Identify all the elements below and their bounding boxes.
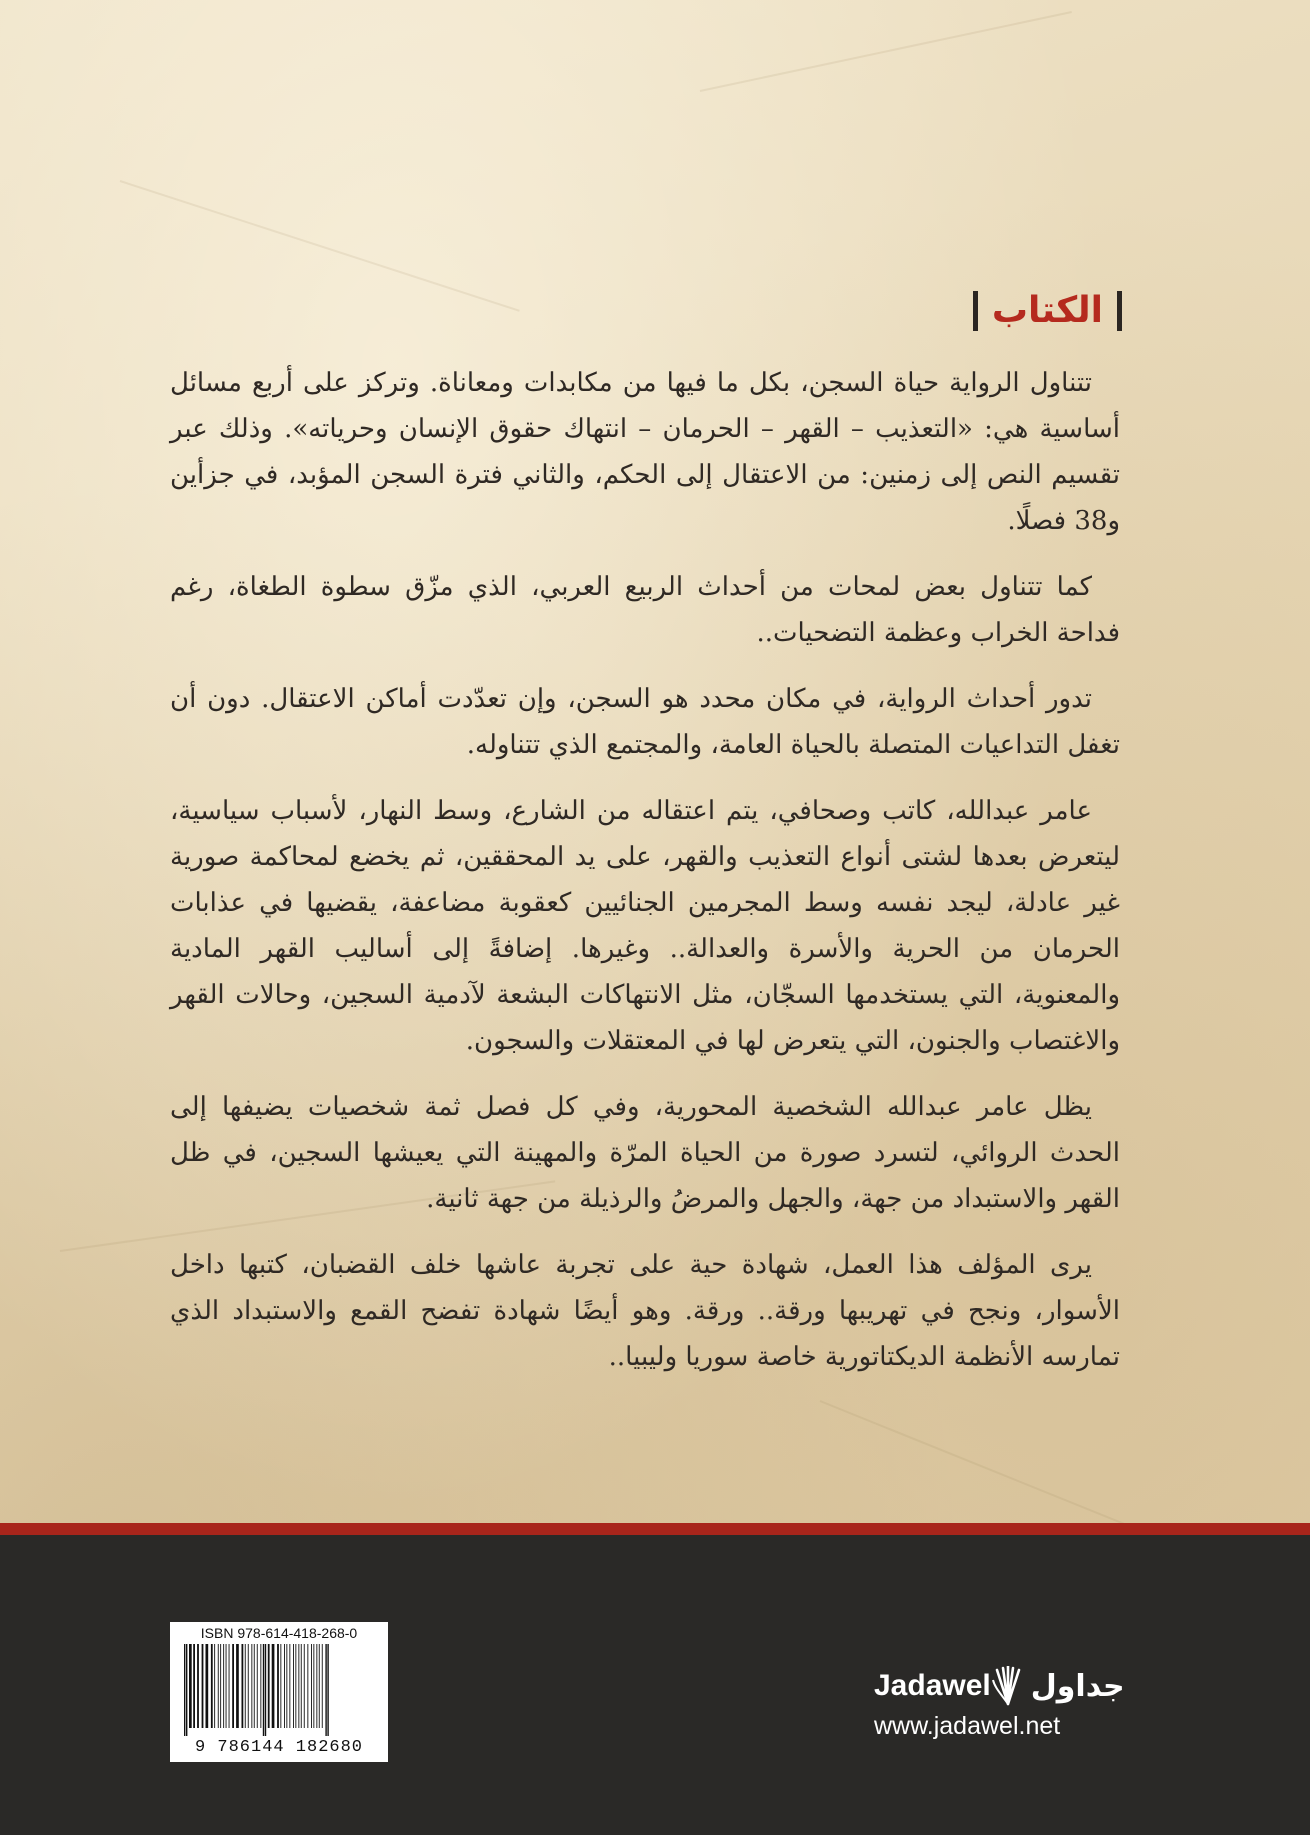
barcode-guard-bar <box>184 1644 185 1736</box>
isbn-barcode <box>170 1622 388 1762</box>
barcode-bar <box>197 1644 199 1728</box>
section-heading <box>973 290 1122 331</box>
barcode-bar <box>311 1644 312 1728</box>
barcode-bar <box>304 1644 305 1728</box>
barcode-bar <box>214 1644 215 1728</box>
heading-title: الكتاب <box>991 290 1103 331</box>
publisher-emblem-icon <box>991 1666 1025 1706</box>
barcode-bar <box>307 1644 308 1728</box>
barcode-bar <box>313 1644 314 1728</box>
barcode-guard-bar <box>325 1644 326 1736</box>
barcode-bar <box>319 1644 320 1728</box>
barcode-bar <box>322 1644 323 1728</box>
barcode-guard-bar <box>265 1644 266 1736</box>
paragraph-2: كما تتناول بعض لمحات من أحداث الربيع العربي، الذي مزّق سطوة الطغاة، رغم فداحة الخراب وعظمة التضحيات.. <box>170 572 1120 648</box>
paragraph-3: تدور أحداث الرواية، في مكان محدد هو السجن، وإن تعدّدت أماكن الاعتقال. دون أن تغفل التداعيات المتصلة بالحياة العامة، والمجتمع الذي تتناوله. <box>170 684 1120 760</box>
barcode-guard-bar <box>186 1644 187 1736</box>
barcode-bar <box>295 1644 296 1728</box>
heading-bar-right <box>1117 291 1122 331</box>
barcode-bar <box>301 1644 302 1728</box>
paragraph-6: يرى المؤلف هذا العمل، شهادة حية على تجربة عاشها خلف القضبان، كتبها داخل الأسوار، ونجح في تهريبها ورقة.. ورقة. وهو أيضًا شهادة تفضح القمع والاستبداد الذي تمارسه الأنظمة الديكتاتورية خاصة سوريا وليبيا.. <box>170 1250 1120 1372</box>
texture-crack <box>120 180 520 312</box>
isbn-label: ISBN 978-614-418-268-0 <box>200 1625 358 1641</box>
barcode-bar <box>229 1644 230 1728</box>
publisher-logo <box>860 1660 1125 1760</box>
paragraph-4: عامر عبدالله، كاتب وصحافي، يتم اعتقاله من الشارع، وسط النهار، لأسباب سياسية، ليتعرض بعدها لشتى أنواع التعذيب والقهر، على يد المحققين، ثم يخضع لمحاكمة صورية غير عادلة، ليجد نفسه وسط المجرمين الجنائيين كعقوبة مضاعفة، يقضيها في عذابات الحرمان من الحرية والأسرة والعدالة.. وغيرها. إضافةً إلى أساليب القهر المادية والمعنوية، التي يستخدمها السجّان، مثل الانتهاكات البشعة لآدمية السجين، وحالات القهر والاغتصاب والجنون، التي يتعرض لها في المعتقلات والسجون. <box>170 796 1120 1056</box>
publisher-name-latin: Jadawel <box>874 1669 991 1702</box>
barcode-bar <box>316 1644 317 1728</box>
barcode-bar <box>251 1644 252 1728</box>
barcode-bar <box>218 1644 219 1728</box>
barcode-bar <box>245 1644 246 1728</box>
texture-crack <box>700 11 1072 92</box>
barcode-bar <box>226 1644 227 1728</box>
paragraph-1: تتناول الرواية حياة السجن، بكل ما فيها من مكابدات ومعاناة. وتركز على أربع مسائل أساسية هي: «التعذيب – القهر – الحرمان – انتهاك حقوق الإنسان وحرياته». وذلك عبر تقسيم النص إلى زمنين: من الاعتقال إلى الحكم، والثاني فترة السجن المؤبد، في جزأين و38 فصلًا. <box>170 368 1120 536</box>
paragraph-5: يظل عامر عبدالله الشخصية المحورية، وفي كل فصل ثمة شخصيات يضيفها إلى الحدث الروائي، لتسرد صورة من الحياة المرّة والمهينة التي يعيشها السجين، في ظل القهر والاستبداد من جهة، والجهل والمرضُ والرذيلة من جهة ثانية. <box>170 1092 1120 1214</box>
barcode-bar <box>284 1644 285 1728</box>
barcode-guard-bar <box>263 1644 264 1736</box>
barcode-bars <box>180 1644 378 1736</box>
barcode-bar <box>280 1644 281 1728</box>
barcode-bar <box>260 1644 261 1728</box>
barcode-bar <box>277 1644 279 1728</box>
barcode-digits: 9 786144 182680 <box>194 1738 364 1757</box>
barcode-bar <box>189 1644 192 1728</box>
barcode-bar <box>223 1644 224 1728</box>
barcode-bar <box>298 1644 299 1728</box>
publisher-url: www.jadawel.net <box>874 1712 1061 1740</box>
red-divider-stripe <box>0 1523 1310 1535</box>
barcode-bar <box>193 1644 195 1728</box>
barcode-bar <box>254 1644 255 1728</box>
barcode-bar <box>220 1644 221 1728</box>
barcode-bar <box>257 1644 258 1728</box>
synopsis-text <box>170 360 1120 1400</box>
barcode-bar <box>206 1644 209 1728</box>
texture-crack <box>820 1400 1155 1537</box>
barcode-bar <box>202 1644 204 1728</box>
barcode-bar <box>236 1644 239 1728</box>
barcode-bar <box>242 1644 244 1728</box>
barcode-bar <box>248 1644 249 1728</box>
barcode-bar <box>289 1644 290 1728</box>
barcode-bar <box>286 1644 287 1728</box>
barcode-guard-bar <box>327 1644 328 1736</box>
heading-bar-left <box>973 291 978 331</box>
barcode-bar <box>232 1644 234 1728</box>
publisher-name-arabic: جداول <box>1030 1668 1125 1704</box>
barcode-bar <box>268 1644 270 1728</box>
barcode-bar <box>211 1644 213 1728</box>
barcode-bar <box>293 1644 294 1728</box>
barcode-bar <box>272 1644 275 1728</box>
